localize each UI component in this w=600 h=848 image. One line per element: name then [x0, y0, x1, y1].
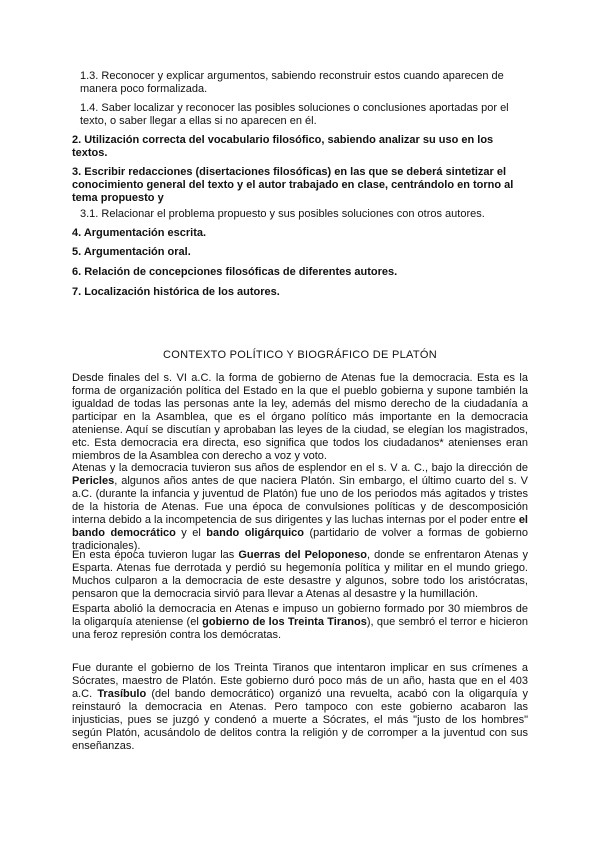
- paragraph-trasibulo: Fue durante el gobierno de los Treinta Tiranos que intentaron implicar en sus crímenes a Sócrates, maestro de Platón. Este gobierno duró poco más de un año, hasta que en el 403 a.C. Trasíbulo (del bando democrático) organizó una revuelta, acabó con la oligarquía y reinstauró la democracia en Atenas. Pero tampoco con este gobierno acabaron las injusticias, pues se juzgó y condenó a muerte a Sócrates, el más "justo de los hombres" según Platón, acusándolo de delitos contra la religión y de corromper a la juventud con sus enseñanzas.: [72, 662, 528, 752]
- term-bando-oligarquico: bando oligárquico: [206, 527, 304, 539]
- term-guerras-peloponeso: Guerras del Peloponeso: [238, 549, 367, 561]
- term-pericles: Pericles: [72, 475, 115, 487]
- term-bando-democratico: el bando democrático: [72, 514, 528, 539]
- objective-1-4: 1.4. Saber localizar y reconocer las posibles soluciones o conclusiones aportadas por el texto, o saber llegar a ellas si no aparecen en él.: [80, 102, 509, 127]
- objective-4: 4. Argumentación escrita.: [72, 227, 207, 239]
- objective-5: 5. Argumentación oral.: [72, 246, 191, 258]
- objective-1-3: 1.3. Reconocer y explicar argumentos, sabiendo reconstruir estos cuando aparecen de manera poco formalizada.: [80, 70, 504, 95]
- paragraph-treinta-tiranos: Esparta abolió la democracia en Atenas e impuso un gobierno formado por 30 miembros de la oligarquía ateniense (el gobierno de los Treinta Tiranos), que sembró el terror e hicieron una feroz represión contra los demócratas.: [72, 603, 529, 641]
- term-treinta-tiranos: gobierno de los Treinta Tiranos: [202, 616, 367, 628]
- objective-2: 2. Utilización correcta del vocabulario filosófico, sabiendo analizar su uso en los textos.: [72, 134, 494, 159]
- term-trasibulo: Trasíbulo: [97, 688, 147, 700]
- section-title: CONTEXTO POLÍTICO Y BIOGRÁFICO DE PLATÓN: [162, 349, 437, 361]
- paragraph-democracy: Desde finales del s. VI a.C. la forma de gobierno de Atenas fue la democracia. Esta es la forma de organización política del Estado en la que el pueblo gobierna y supone también la igualdad de todas las personas ante la ley, además del mismo derecho de la ciudadanía a participar en la Asamblea, que es el órgano político más importante en la democracia ateniense. Aquí se discutían y aprobaban las leyes de la ciudad, se elegían los magistrados, etc. Esta democracia era directa, eso significa que todos los ciudadanos* atenienses eran miembros de la Asamblea con derecho a voz y voto.: [72, 372, 528, 462]
- paragraph-pericles: Atenas y la democracia tuvieron sus años de esplendor en el s. V a. C., bajo la dirección de Pericles, algunos años antes de que naciera Platón. Sin embargo, el último cuarto del s. V a.C. (durante la infancia y juventud de Platón) fue uno de los periodos más agitados y tristes de la historia de Atenas. Fue una época de convulsiones políticas y de descomposición interna debido a la incompetencia de sus dirigentes y las luchas internas por el poder entre el bando democrático y el bando oligárquico (partidario de volver a formas de gobierno tradicionales).: [72, 462, 529, 552]
- objective-6: 6. Relación de concepciones filosóficas de diferentes autores.: [72, 266, 398, 278]
- objective-7: 7. Localización histórica de los autores.: [72, 286, 280, 298]
- objective-3: 3. Escribir redacciones (disertaciones filosóficas) en las que se deberá sintetizar el conocimiento general del texto y el autor trabajado en clase, centrándolo en torno al tema propuesto y: [72, 166, 514, 204]
- paragraph-peloponeso: En esta época tuvieron lugar las Guerras del Peloponeso, donde se enfrentaron Atenas y Esparta. Atenas fue derrotada y perdió su hegemonía política y militar en el mundo griego. Muchos culparon a la democracia de este desastre y algunos, sobre todo los aristócratas, pensaron que la democracia sirvió para llevar a Atenas al desastre y la humillación.: [72, 549, 528, 600]
- objective-3-1: 3.1. Relacionar el problema propuesto y sus posibles soluciones con otros autores.: [80, 208, 485, 220]
